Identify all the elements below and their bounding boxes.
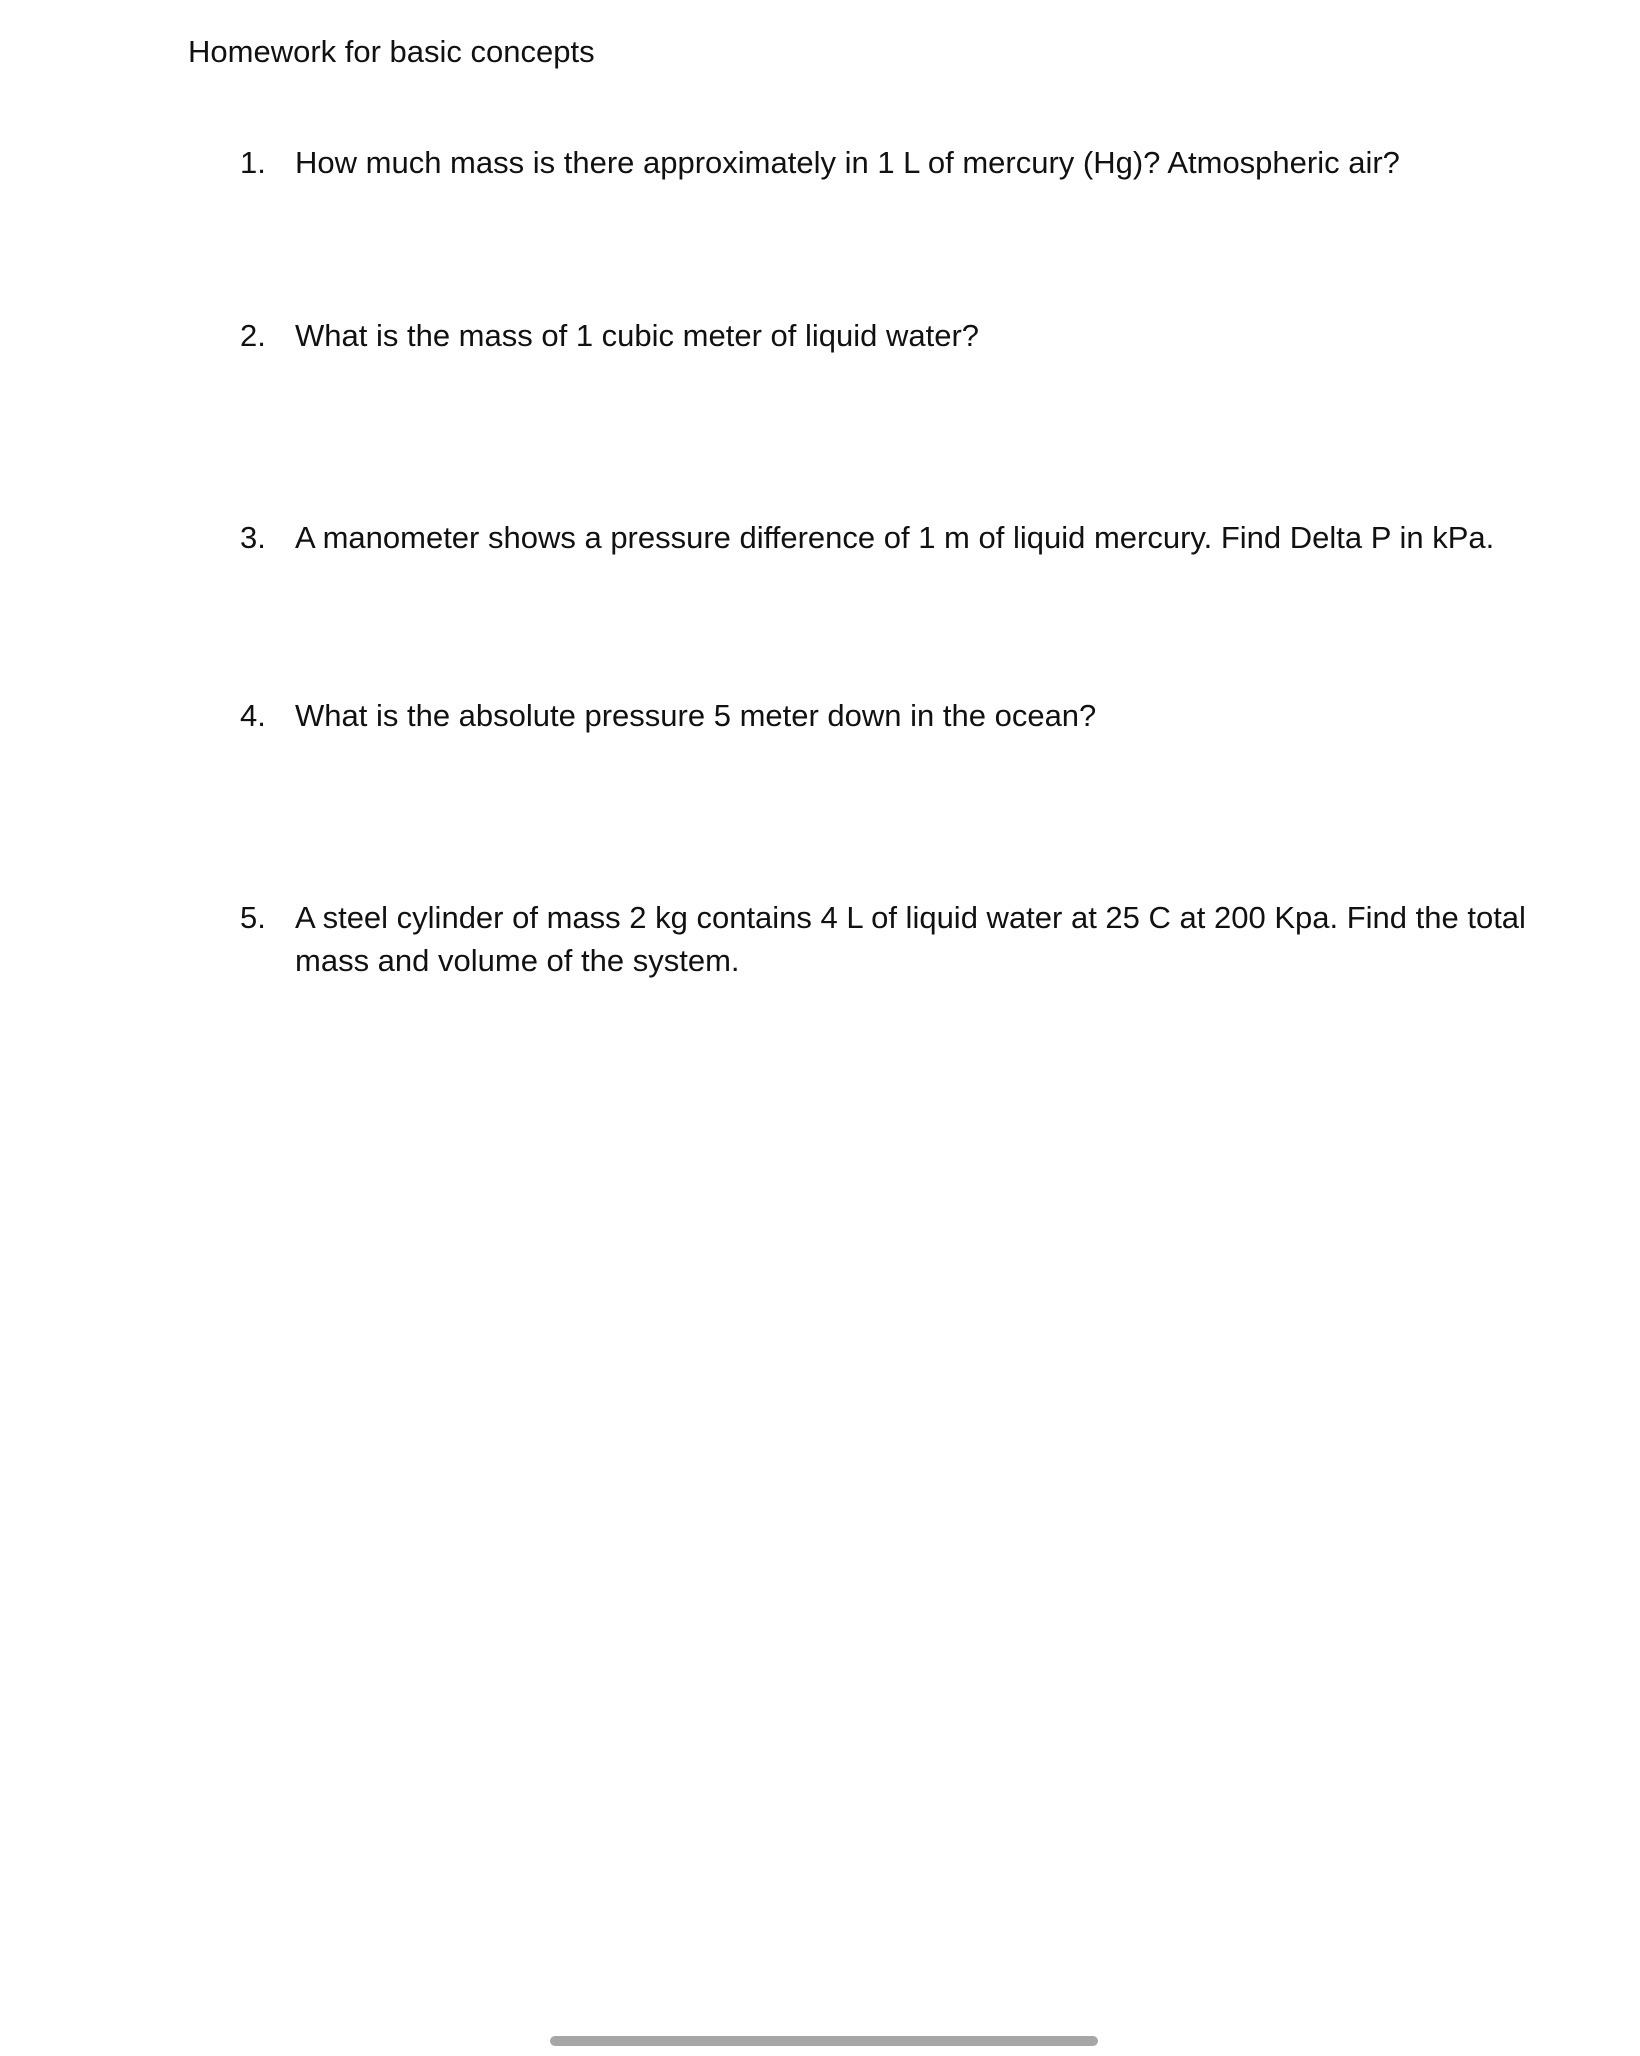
question-item <box>240 516 1570 559</box>
question-number: 5. <box>240 900 266 935</box>
question-number: 2. <box>240 318 266 353</box>
question-item <box>240 896 1570 982</box>
question-text: What is the mass of 1 cubic meter of liquid water? <box>295 318 980 353</box>
question-item <box>240 141 1570 184</box>
question-item <box>240 694 1570 737</box>
question-text: A manometer shows a pressure difference of 1 m of liquid mercury. Find Delta P in kPa. <box>295 520 1495 555</box>
question-text: A steel cylinder of mass 2 kg contains 4 L of liquid water at 25 C at 200 Kpa. Find the total mass and volume of the system. <box>295 900 1526 978</box>
home-indicator[interactable] <box>550 2036 1098 2046</box>
question-text: What is the absolute pressure 5 meter down in the ocean? <box>295 698 1097 733</box>
question-item <box>240 314 1570 357</box>
question-number: 3. <box>240 520 266 555</box>
question-number: 4. <box>240 698 266 733</box>
question-text: How much mass is there approximately in 1 L of mercury (Hg)? Atmospheric air? <box>295 145 1400 180</box>
page-title: Homework for basic concepts <box>188 34 595 69</box>
question-number: 1. <box>240 145 266 180</box>
